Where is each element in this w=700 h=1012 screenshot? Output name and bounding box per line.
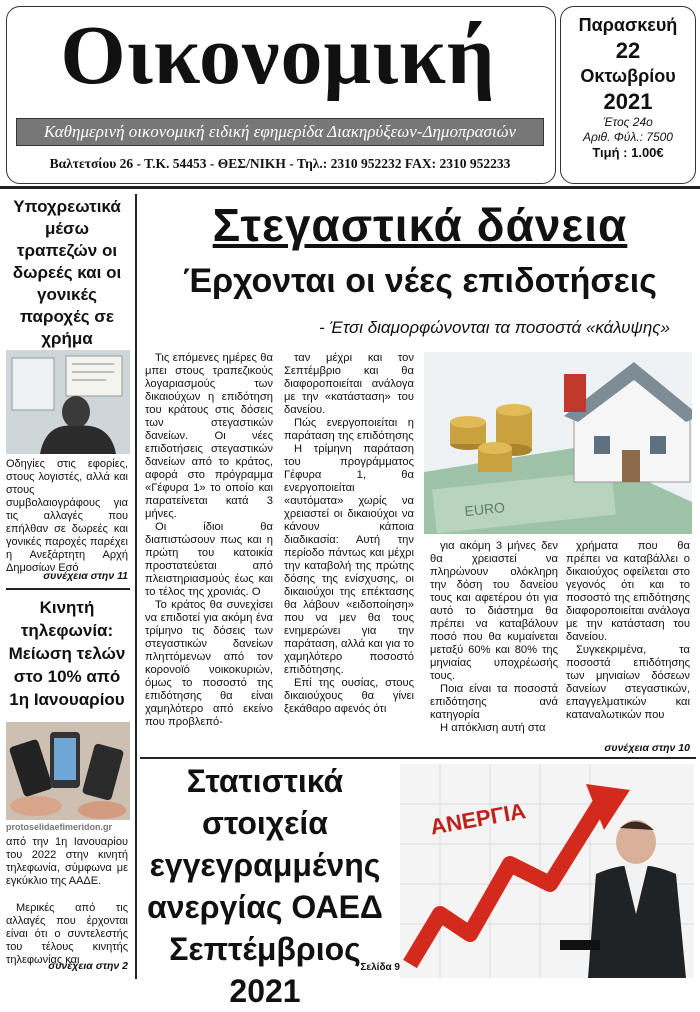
- unemployment-line-5: Σεπτέμβριος: [169, 931, 361, 967]
- day-number: 22: [615, 38, 641, 63]
- sidebar-headline-mobile: Κινητή τηλεφωνία: Μείωση τελών στο 10% από 1η Ιανουαρίου: [8, 598, 126, 709]
- mobile-phones-photo: [6, 722, 130, 820]
- house-money-photo: [424, 352, 692, 534]
- lead-column-1: [145, 352, 273, 729]
- sidebar-rule: [6, 588, 130, 590]
- volume: Έτος 24ο: [603, 115, 653, 129]
- year: 2021: [603, 89, 653, 114]
- page-reference[interactable]: Σελίδα 9: [360, 962, 400, 973]
- lead-col2-p1: ταν μέχρι και τον Σεπτέμβριο και θα διαφοροποιείται ανάλογα με την «κατάσταση» του δανείου.: [284, 352, 414, 416]
- lead-col2-p4: Επί της ουσίας, στους δικαιούχους θα γίνει ξεκάθαρο αφενός ότι: [284, 677, 414, 715]
- lead-column-2: [284, 352, 414, 716]
- lead-col1-p1: Τις επόμενες ημέρες θα μπει στους τραπεζικούς λογαριασμούς των δικαιούχων η επιδότηση του κράτους στις δόσεις των στεγαστικών δανείων. Οι νέες επιδοτήσεις στεγαστικών δανείων από το κράτος, αφορά στο πρόγραμμα «Γέφυρα 1» το οποίο και παρατείνεται κατά 3 μήνες.: [145, 352, 273, 520]
- house-coins-illustration: [424, 352, 692, 534]
- lead-col3-p3: Η απόκλιση αυτή στα: [440, 722, 546, 734]
- svg-text:EURO: EURO: [463, 499, 506, 520]
- weekday: Παρασκευή: [578, 15, 678, 35]
- newspaper-subtitle: Καθημερινή οικονομική ειδική εφημερίδα Διακηρύξεων-Δημοπρασιών: [16, 118, 544, 146]
- lead-column-4: [566, 540, 690, 722]
- unemployment-line-2: στοιχεία: [202, 805, 328, 841]
- sidebar-headline-donations: Υποχρεωτικά μέσω τραπεζών οι δωρεές και οι γονικές παροχές σε χρήμα: [12, 197, 122, 348]
- lead-column-3: [430, 540, 558, 735]
- sidebar-body-mobile-2: Μερικές από τις αλλαγές που έρχονται είναι ότι ο συντελεστής του τέλους κινητής τηλεφωνίας και: [6, 902, 128, 966]
- unemployment-line-4: ανεργίας ΟΑΕΔ: [147, 889, 383, 925]
- unemployment-word: ΑΝΕΡΓΙΑ: [428, 798, 528, 840]
- masthead-rule: [0, 186, 700, 189]
- sidebar-body-donations: Οδηγίες στις εφορίες, στους λογιστές, αλλά και στους συμβολαιογράφους για τις αλλαγές που επήλθαν σε δωρεές και γονικές παροχές παρέχει η Ανεξάρτητη Αρχή Δημοσίων Εσό: [6, 458, 128, 574]
- price: Τιμή : 1.00€: [592, 145, 664, 160]
- newspaper-title: Οικονομική: [60, 9, 496, 102]
- lead-col4-p1: χρήματα που θα πρέπει να καταβάλλει ο δικαιούχος οφείλεται στο γεγονός ότι και το ποσοστό της επιδότησης διαφοροποιείται ανάλογα με την κατάσταση του δανείου.: [566, 540, 690, 643]
- lead-continue-10[interactable]: συνέχεια στην 10: [604, 742, 690, 754]
- column-divider: [135, 194, 137, 979]
- tax-office-illustration: [6, 350, 130, 454]
- unemployment-headline: [140, 760, 390, 1012]
- unemployment-line-1: Στατιστικά: [186, 763, 344, 799]
- lead-col3-p2: Ποια είναι τα ποσοστά επιδότησης ανά κατηγορία: [430, 683, 558, 721]
- issue-number: Αριθ. Φύλ.: 7500: [583, 130, 673, 144]
- unemployment-photo: [400, 764, 694, 978]
- unemployment-line-3: εγγεγραμμένης: [149, 847, 381, 883]
- lead-col1-p2: Οι ίδιοι θα διαπιστώσουν πως και η πρώτη του κατοικία προστατεύεται από πλειστηριασμούς έως και το τέλος της χρονιάς. Ο: [145, 521, 273, 598]
- lead-col2-p2: Πώς ενεργοποιείται η παράταση της επιδότησης: [284, 417, 414, 442]
- lead-col2-p3: Η τρίμηνη παράταση του προγράμματος Γέφυρα 1, θα ενεργοποιείται «αυτόματα» χωρίς να χρειαστεί οι δικαιούχοι να κάνουν κάποια διαδικασία: Αυτή την περίοδο πάντως και μέχρι την καταβολή της πρώτης δόσης της ενίσχυσης, οι δικαιούχοι της επέκτασης θα λάβουν «ειδοποίηση» που να μεν θα τους ενημερώνει για την παράταση, αλλά και για το χαμηλότερο ποσοστό επιδότησης.: [284, 443, 414, 676]
- lead-col1-p3: Το κράτος θα συνεχίσει να επιδοτεί για ακόμη ένα τρίμηνο τις δόσεις των στεγαστικών δανείων πληττόμενων από τον κορονοϊό νοικοκυριών, όμως το ποσοστό της επιδότησης θα είναι χαμηλότερο από εκείνο που προβλεπό-: [145, 599, 273, 728]
- tax-office-photo: [6, 350, 130, 454]
- lead-col4-p2: Συγκεκριμένα, τα ποσοστά επιδότησης των μηνιαίων δόσεων δανείων στεγαστικών, επαγγελματικών και καταναλωτικών που: [566, 644, 690, 721]
- lead-bottom-rule: [140, 757, 696, 759]
- sidebar-body-mobile-1: από την 1η Ιανουαρίου του 2022 στην κινητή τηλεφωνία, σύμφωνα με εγκύκλιο της ΑΑΔΕ.: [6, 836, 128, 887]
- watermark: protoselidaefimeridon.gr: [6, 822, 113, 832]
- sidebar-continue-11[interactable]: συνέχεια στην 11: [43, 570, 128, 582]
- sidebar-continue-2[interactable]: συνέχεια στην 2: [48, 960, 128, 972]
- lead-kicker: - Έτσι διαμορφώνονται τα ποσοστά «κάλυψης»: [319, 318, 670, 337]
- lead-subheadline: Έρχονται οι νέες επιδοτήσεις: [183, 262, 657, 300]
- lead-headline: Στεγαστικά δάνεια: [212, 199, 628, 251]
- mobile-phones-illustration: [6, 722, 130, 820]
- unemployment-illustration: [400, 764, 694, 978]
- month: Οκτωβρίου: [580, 66, 676, 86]
- newspaper-address: Βαλτετσίου 26 - Τ.Κ. 54453 - ΘΕΣ/ΝΙΚΗ - Τηλ.: 2310 952232 FAX: 2310 952233: [49, 156, 511, 171]
- date-box: [560, 6, 696, 184]
- unemployment-line-6: 2021: [229, 973, 301, 1009]
- lead-col3-p1: για ακόμη 3 μήνες δεν θα χρειαστεί να πληρώνουν ολόκληρη την δόση του δανείου τους και αφετέρου ότι για αυτό το διάστημα θα πρέπει να καταβάλουν ποσό που θα κυμαίνεται μεταξύ 60% και 80% της μηνιαίας υποχρέωσής τους.: [430, 540, 558, 682]
